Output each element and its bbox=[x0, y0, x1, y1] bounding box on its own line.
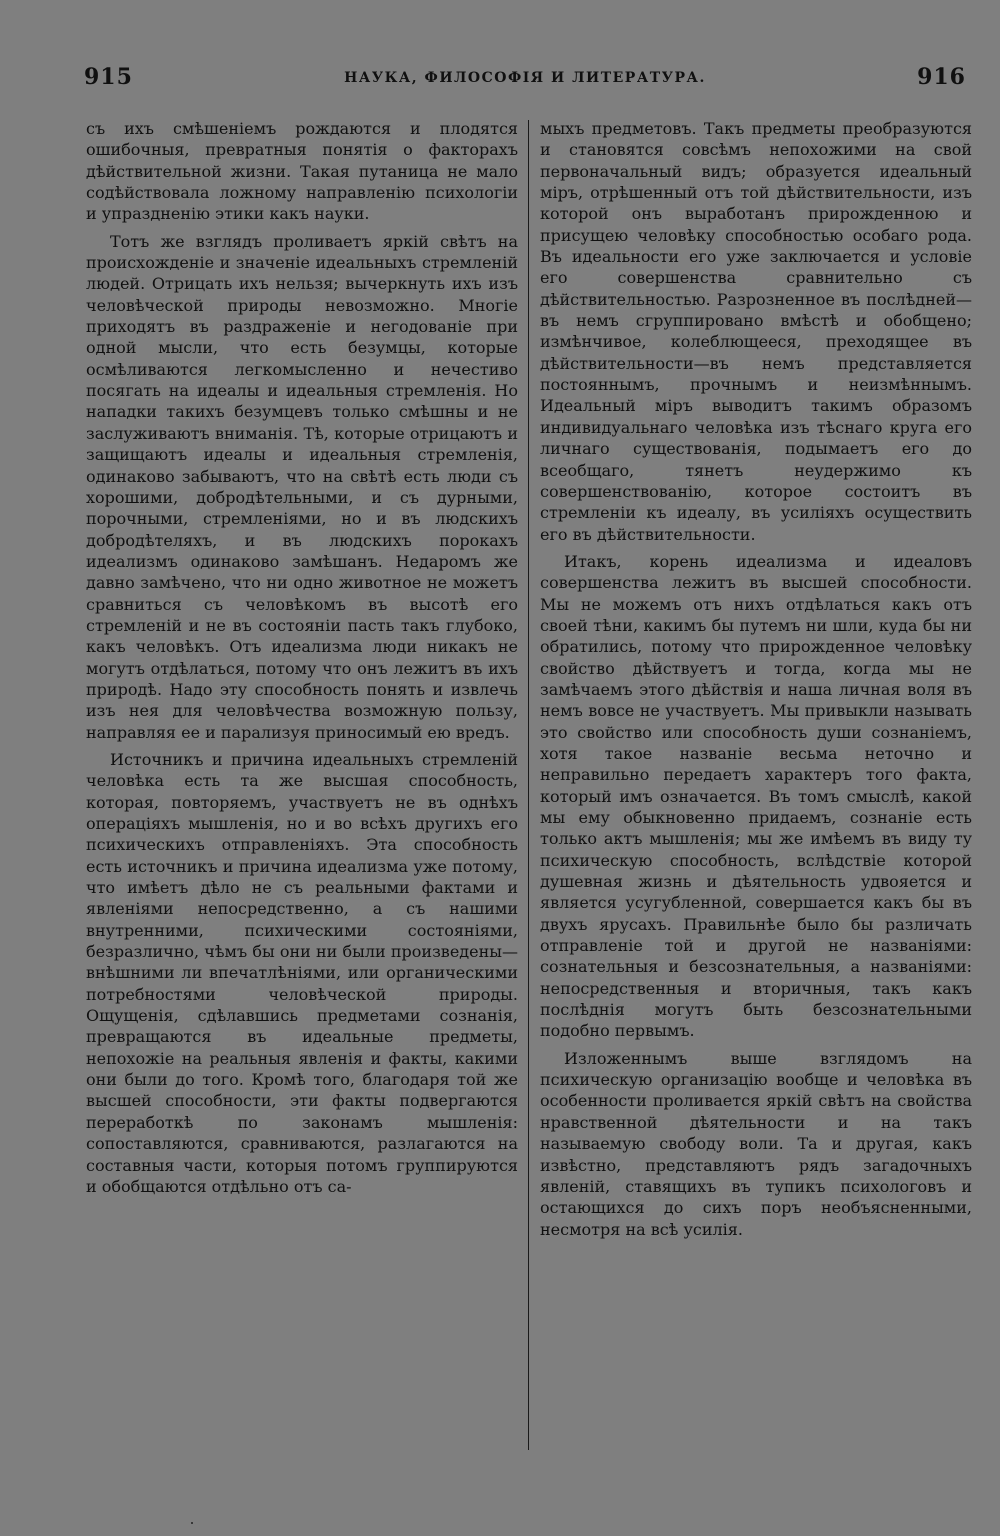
left-page-number: 915 bbox=[84, 64, 133, 90]
running-header bbox=[84, 64, 966, 98]
paragraph: Тотъ же взглядъ проливаетъ яркій свѣтъ на происхожденіе и значеніе идеальныхъ стремленій людей. Отрицать ихъ нельзя; вычеркнуть ихъ изъ человѣческой природы невозможно. Многіе приходятъ въ раздраженіе и негодованіе при одной мысли, что есть безумцы, которые осмѣливаются легкомысленно и нечестиво посягать на идеалы и идеальныя стремленія. Но нападки такихъ безумцевъ только смѣшны и не заслуживаютъ вниманія. Тѣ, которые отрицаютъ и защищаютъ идеалы и идеальныя стремленія, одинаково забываютъ, что на свѣтѣ есть люди съ хорошими, добродѣтельными, и съ дурными, порочными, стремленіями, но и въ людскихъ добродѣтеляхъ, и въ людскихъ порокахъ идеализмъ одинаково замѣшанъ. Недаромъ же давно замѣчено, что ни одно животное не можетъ сравниться съ человѣкомъ въ высотѣ его стремленій и не въ состояніи пасть такъ глубоко, какъ человѣкъ. Отъ идеализма люди никакъ не могутъ отдѣлаться, потому что онъ лежитъ въ ихъ природѣ. Надо эту способность понять и извлечь изъ нея для человѣчества возможную пользу, направляя ее и парализуя приносимый ею вредъ. bbox=[86, 231, 518, 742]
paragraph: Итакъ, корень идеализма и идеаловъ совершенства лежитъ въ высшей способности. Мы не можемъ отъ нихъ отдѣлаться какъ отъ своей тѣни, какимъ бы путемъ ни шли, куда бы ни обратились, потому что прирожденное человѣку свойство дѣйствуетъ и тогда, когда мы не замѣчаемъ этого дѣйствія и наша личная воля въ немъ вовсе не участвуетъ. Мы привыкли называть это свойство или способность души сознаніемъ, хотя такое названіе весьма неточно и неправильно передаетъ характеръ того факта, который имъ означается. Въ томъ смыслѣ, какой мы ему обыкновенно придаемъ, сознаніе есть только актъ мышленія; мы же имѣемъ въ виду ту психическую способность, вслѣдствіе которой душевная жизнь и дѣятельность удвояется и является усугубленной, совершается какъ бы въ двухъ ярусахъ. Правильнѣе было бы различать отправленіе той и другой не названіями: сознательныя и безсознательныя, а названіями: непосредственныя и вторичныя, такъ какъ послѣднія могутъ быть безсознательными подобно первымъ. bbox=[540, 551, 972, 1041]
paragraph: Изложеннымъ выше взглядомъ на психическую организацію вообще и человѣка въ особенности проливается яркій свѣтъ на свойства нравственной дѣятельности и на такъ называемую свободу воли. Та и другая, какъ извѣстно, представляютъ рядъ загадочныхъ явленій, ставящихъ въ тупикъ психологовъ и остающихся до сихъ поръ необъясненными, несмотря на всѣ усилія. bbox=[540, 1048, 972, 1239]
paragraph: мыхъ предметовъ. Такъ предметы преобразуются и становятся совсѣмъ непохожими на свой первоначальный видъ; образуется идеальный міръ, отрѣшенный отъ той дѣйствительности, изъ которой онъ выработанъ прирожденною и присущею человѣку способностью особаго рода. Въ идеальности его уже заключается и условіе его совершенства сравнительно съ дѣйствительностью. Разрозненное въ послѣдней—въ немъ сгруппировано вмѣстѣ и обобщено; измѣнчивое, колеблющееся, преходящее въ дѣйствительности—въ немъ представляется постояннымъ, прочнымъ и неизмѣннымъ. Идеальный міръ выводитъ такимъ образомъ индивидуальнаго человѣка изъ тѣснаго круга его личнаго существованія, подымаетъ его до всеобщаго, тянетъ неудержимо къ совершенствованію, которое состоитъ въ стремленіи къ идеалу, въ усиліяхъ осуществить его въ дѣйствительности. bbox=[540, 119, 972, 544]
right-column bbox=[540, 118, 972, 1448]
paragraph: съ ихъ смѣшеніемъ рождаются и плодятся ошибочныя, превратныя понятія о факторахъ дѣйствительной жизни. Такая путаница не мало содѣйствовала ложному направленію психологіи и упраздненію этики какъ науки. bbox=[86, 119, 518, 224]
running-title: НАУКА, ФИЛОСОФІЯ И ЛИТЕРАТУРА. bbox=[344, 70, 706, 86]
right-page-number: 916 bbox=[917, 64, 966, 90]
scan-speck bbox=[191, 1522, 193, 1524]
left-column bbox=[86, 118, 518, 1448]
paragraph: Источникъ и причина идеальныхъ стремленій человѣка есть та же высшая способность, которая, повторяемъ, участвуетъ не въ однѣхъ операціяхъ мышленія, но и во всѣхъ другихъ его психическихъ отправленіяхъ. Эта способность есть источникъ и причина идеализма уже потому, что имѣетъ дѣло не съ реальными фактами и явленіями непосредственно, а съ нашими внутренними, психическими состояніями, безразлично, чѣмъ бы они ни были произведены—внѣшними ли впечатлѣніями, или органическими потребностями человѣческой природы. Ощущенія, сдѣлавшись предметами сознанія, превращаются въ идеальные предметы, непохожіе на реальныя явленія и факты, какими они были до того. Кромѣ того, благодаря той же высшей способности, эти факты подвергаются переработкѣ по законамъ мышленія: сопоставляются, сравниваются, разлагаются на составныя части, которыя потомъ группируются и обобщаются отдѣльно отъ са- bbox=[86, 749, 518, 1196]
column-divider bbox=[528, 120, 529, 1450]
